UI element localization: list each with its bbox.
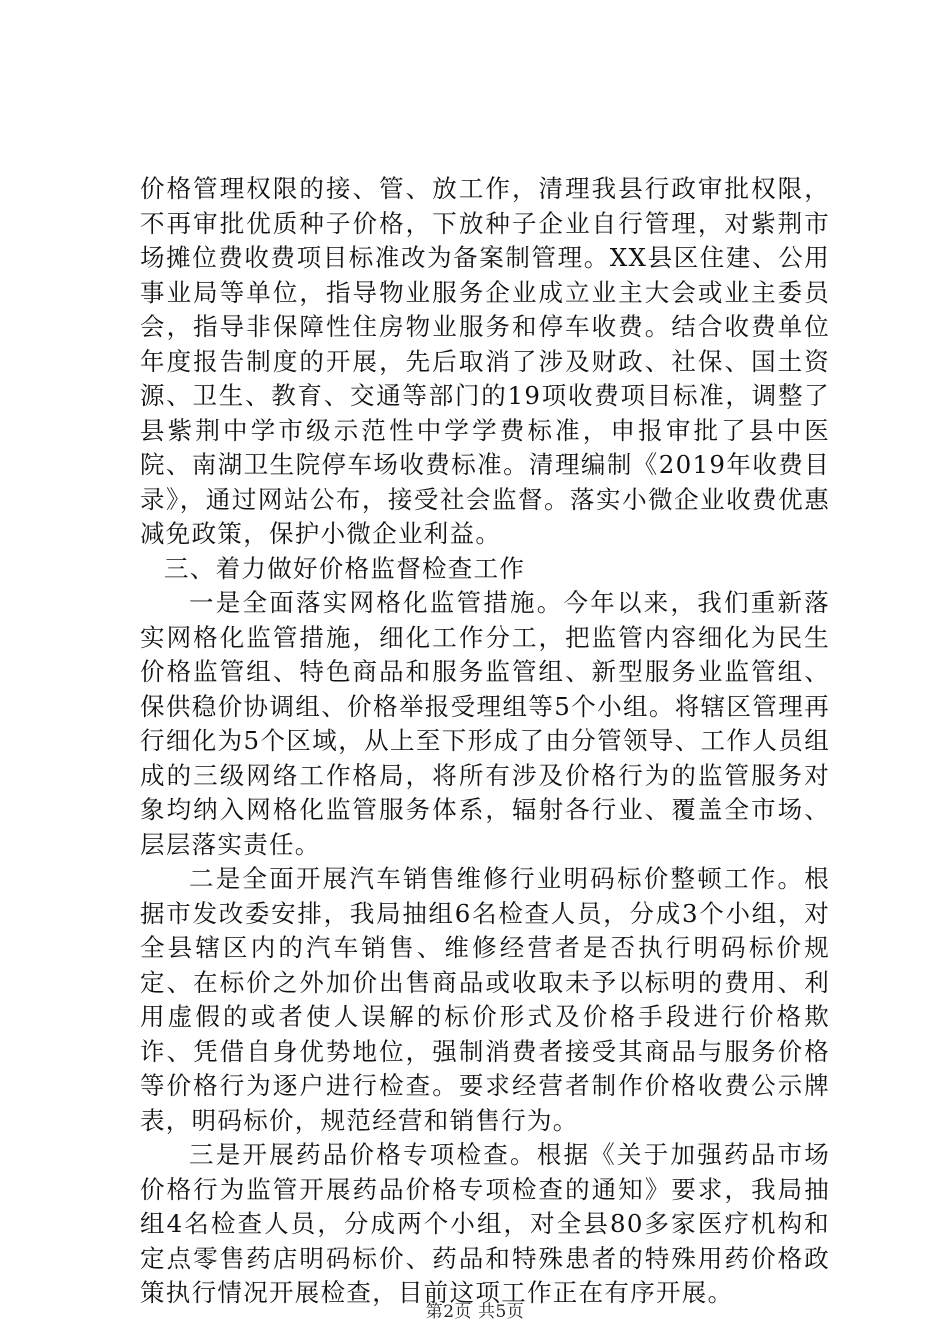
paragraph-auto-sales-inspection: 二是全面开展汽车销售维修行业明码标价整顿工作。根据市发改委安排，我局抽组6名检查人员，分成3个小组，对全县辖区内的汽车销售、维修经营者是否执行明码标价规定、在标价之外加价出售商品或收取未予以标明的费用、利用虚假的或者使人误解的标价形式及价格手段进行价格欺诈、凭借自身优势地位，强制消费者接受其商品与服务价格等价格行为逐户进行检查。要求经营者制作价格收费公示牌表，明码标价，规范经营和销售行为。 xyxy=(140,864,830,1135)
paragraph-grid-supervision: 一是全面落实网格化监管措施。今年以来，我们重新落实网格化监管措施，细化工作分工，把监管内容细化为民生价格监管组、特色商品和服务监管组、新型服务业监管组、保供稳价协调组、价格举报受理组等5个小组。将辖区管理再行细化为5个区域，从上至下形成了由分管领导、工作人员组成的三级网络工作格局，将所有涉及价格行为的监管服务对象均纳入网格化监管服务体系，辐射各行业、覆盖全市场、层层落实责任。 xyxy=(140,588,830,859)
section-heading-supervision: 三、着力做好价格监督检查工作 xyxy=(164,553,526,583)
paragraph-price-management: 价格管理权限的接、管、放工作，清理我县行政审批权限，不再审批优质种子价格，下放种子企业自行管理，对紫荆市场摊位费收费项目标准改为备案制管理。XX县区住建、公用事业局等单位，指导物业服务企业成立业主大会或业主委员会，指导非保障性住房物业服务和停车收费。结合收费单位年度报告制度的开展，先后取消了涉及财政、社保、国土资源、卫生、教育、交通等部门的19项收费项目标准，调整了县紫荆中学市级示范性中学学费标准，申报审批了县中医院、南湖卫生院停车场收费标准。清理编制《2019年收费目录》，通过网站公布，接受社会监督。落实小微企业收费优惠减免政策，保护小微企业利益。 xyxy=(140,174,830,548)
page-number-footer: 第2页 共5页 xyxy=(425,1302,525,1322)
paragraph-drug-price-inspection: 三是开展药品价格专项检查。根据《关于加强药品市场价格行为监管开展药品价格专项检查的通知》要求，我局抽组4名检查人员，分成两个小组，对全县80多家医疗机构和定点零售药店明码标价、药品和特殊患者的特殊用药价格政策执行情况开展检查，目前这项工作正在有序开展。 xyxy=(140,1140,830,1307)
document-body xyxy=(140,172,830,1311)
